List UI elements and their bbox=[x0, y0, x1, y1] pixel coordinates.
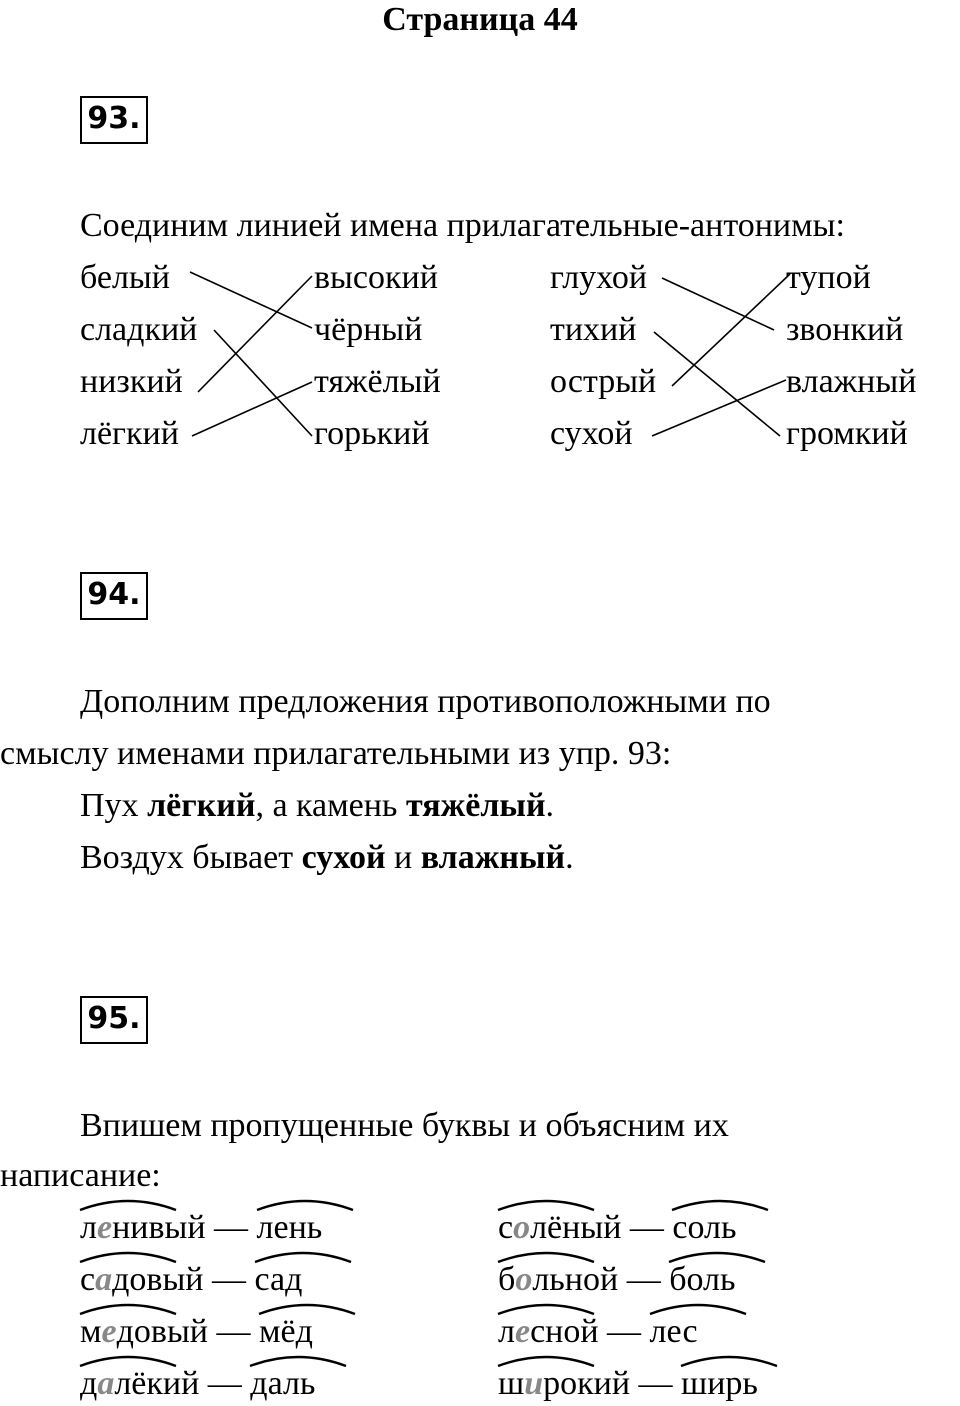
exercise-94-sentence-2: Воздух бывает сухой и влажный. bbox=[80, 839, 574, 876]
dash: — bbox=[598, 1313, 650, 1350]
exercise-93-number: 93. bbox=[80, 96, 148, 144]
ex93-col3-word: тихий bbox=[550, 311, 637, 348]
ex93-col3-word: острый bbox=[550, 363, 657, 400]
root-arc-icon bbox=[667, 1248, 767, 1264]
dash: — bbox=[205, 1209, 257, 1246]
connector-line bbox=[652, 380, 786, 436]
root-word: ширь bbox=[681, 1364, 758, 1404]
dash: — bbox=[203, 1261, 255, 1298]
word-pair-row: лесной — лес bbox=[498, 1312, 698, 1352]
word-pair-row: солёный — соль bbox=[498, 1208, 737, 1248]
root-arc-icon bbox=[496, 1300, 596, 1316]
root-arc-icon bbox=[496, 1196, 596, 1212]
exercise-94-number: 94. bbox=[80, 572, 148, 620]
ex93-col1-word: низкий bbox=[80, 363, 183, 400]
dash: — bbox=[621, 1209, 673, 1246]
connector-line bbox=[190, 272, 312, 328]
exercise-94-intro-line1: Дополним предложения противоположными по bbox=[80, 683, 771, 720]
exercise-94-intro-line2: смыслу именами прилагательными из упр. 93: bbox=[0, 735, 672, 772]
ex93-col4-word: звонкий bbox=[786, 311, 904, 348]
word-with-root: са bbox=[80, 1260, 112, 1300]
inserted-vowel: и bbox=[524, 1365, 544, 1402]
exercise-94-sentence-1: Пух лёгкий, а камень тяжёлый. bbox=[80, 787, 555, 824]
inserted-vowel: е bbox=[514, 1313, 531, 1350]
root-arc-icon bbox=[648, 1300, 748, 1316]
word-with-root: да bbox=[80, 1364, 114, 1404]
ex93-col2-word: тяжёлый bbox=[314, 363, 441, 400]
ex93-col1-word: белый bbox=[80, 259, 170, 296]
exercise-95-number: 95. bbox=[80, 996, 148, 1044]
word-with-root: ши bbox=[498, 1364, 543, 1404]
word-pair-row: далёкий — даль bbox=[80, 1364, 315, 1404]
root-arc-icon bbox=[248, 1352, 348, 1368]
root-word: мёд bbox=[259, 1312, 313, 1352]
dash: — bbox=[618, 1261, 670, 1298]
exercise-93-instruction: Соединим линией имена прилагательные-антонимы: bbox=[80, 207, 845, 244]
connector-line bbox=[662, 278, 774, 330]
inserted-vowel: е bbox=[101, 1313, 117, 1350]
ex93-col4-word: влажный bbox=[786, 363, 917, 400]
root-word: соль bbox=[672, 1208, 736, 1248]
exercise-95-intro-line2: написание: bbox=[0, 1157, 161, 1194]
ex93-col2-word: чёрный bbox=[314, 311, 423, 348]
inserted-vowel: о bbox=[515, 1261, 533, 1298]
exercise-95-intro-line1: Впишем пропущенные буквы и объясним их bbox=[80, 1107, 729, 1144]
dash: — bbox=[630, 1365, 682, 1402]
word-with-root: ле bbox=[80, 1208, 112, 1248]
root-word: боль bbox=[669, 1260, 735, 1300]
word-pair-row: ленивый — лень bbox=[80, 1208, 322, 1248]
word-with-root: бо bbox=[498, 1260, 532, 1300]
root-arc-icon bbox=[78, 1248, 178, 1264]
root-word: даль bbox=[250, 1364, 315, 1404]
ex93-col3-word: глухой bbox=[550, 259, 648, 296]
word-with-root: ме bbox=[80, 1312, 117, 1352]
root-word: лень bbox=[257, 1208, 323, 1248]
root-arc-icon bbox=[670, 1196, 770, 1212]
root-arc-icon bbox=[496, 1248, 596, 1264]
ex93-col1-word: сладкий bbox=[80, 311, 198, 348]
word-pair-row: садовый — сад bbox=[80, 1260, 302, 1300]
connector-line bbox=[192, 382, 312, 436]
root-arc-icon bbox=[78, 1352, 178, 1368]
word-pair-row: больной — боль bbox=[498, 1260, 736, 1300]
word-with-root: ле bbox=[498, 1312, 530, 1352]
word-pair-row: медовый — мёд bbox=[80, 1312, 313, 1352]
root-arc-icon bbox=[253, 1248, 353, 1264]
root-arc-icon bbox=[78, 1196, 178, 1212]
ex93-col4-word: громкий bbox=[786, 415, 908, 452]
inserted-vowel: е bbox=[96, 1209, 113, 1246]
dash: — bbox=[199, 1365, 251, 1402]
root-arc-icon bbox=[255, 1196, 355, 1212]
inserted-vowel: о bbox=[513, 1209, 531, 1246]
connector-line bbox=[654, 332, 780, 436]
ex93-col2-word: горький bbox=[314, 415, 430, 452]
root-arc-icon bbox=[78, 1300, 178, 1316]
ex93-col4-word: тупой bbox=[786, 259, 871, 296]
ex93-col3-word: сухой bbox=[550, 415, 633, 452]
dash: — bbox=[208, 1313, 260, 1350]
word-pair-row: широкий — ширь bbox=[498, 1364, 758, 1404]
page-title: Страница 44 bbox=[382, 1, 578, 38]
ex93-col1-word: лёгкий bbox=[80, 415, 179, 452]
root-arc-icon bbox=[679, 1352, 779, 1368]
root-arc-icon bbox=[257, 1300, 357, 1316]
root-arc-icon bbox=[496, 1352, 596, 1368]
word-with-root: со bbox=[498, 1208, 530, 1248]
inserted-vowel: а bbox=[97, 1365, 115, 1402]
inserted-vowel: а bbox=[95, 1261, 113, 1298]
antonym-connecting-lines bbox=[0, 0, 960, 480]
ex93-col2-word: высокий bbox=[314, 259, 438, 296]
root-word: сад bbox=[255, 1260, 303, 1300]
root-word: лес bbox=[650, 1312, 698, 1352]
